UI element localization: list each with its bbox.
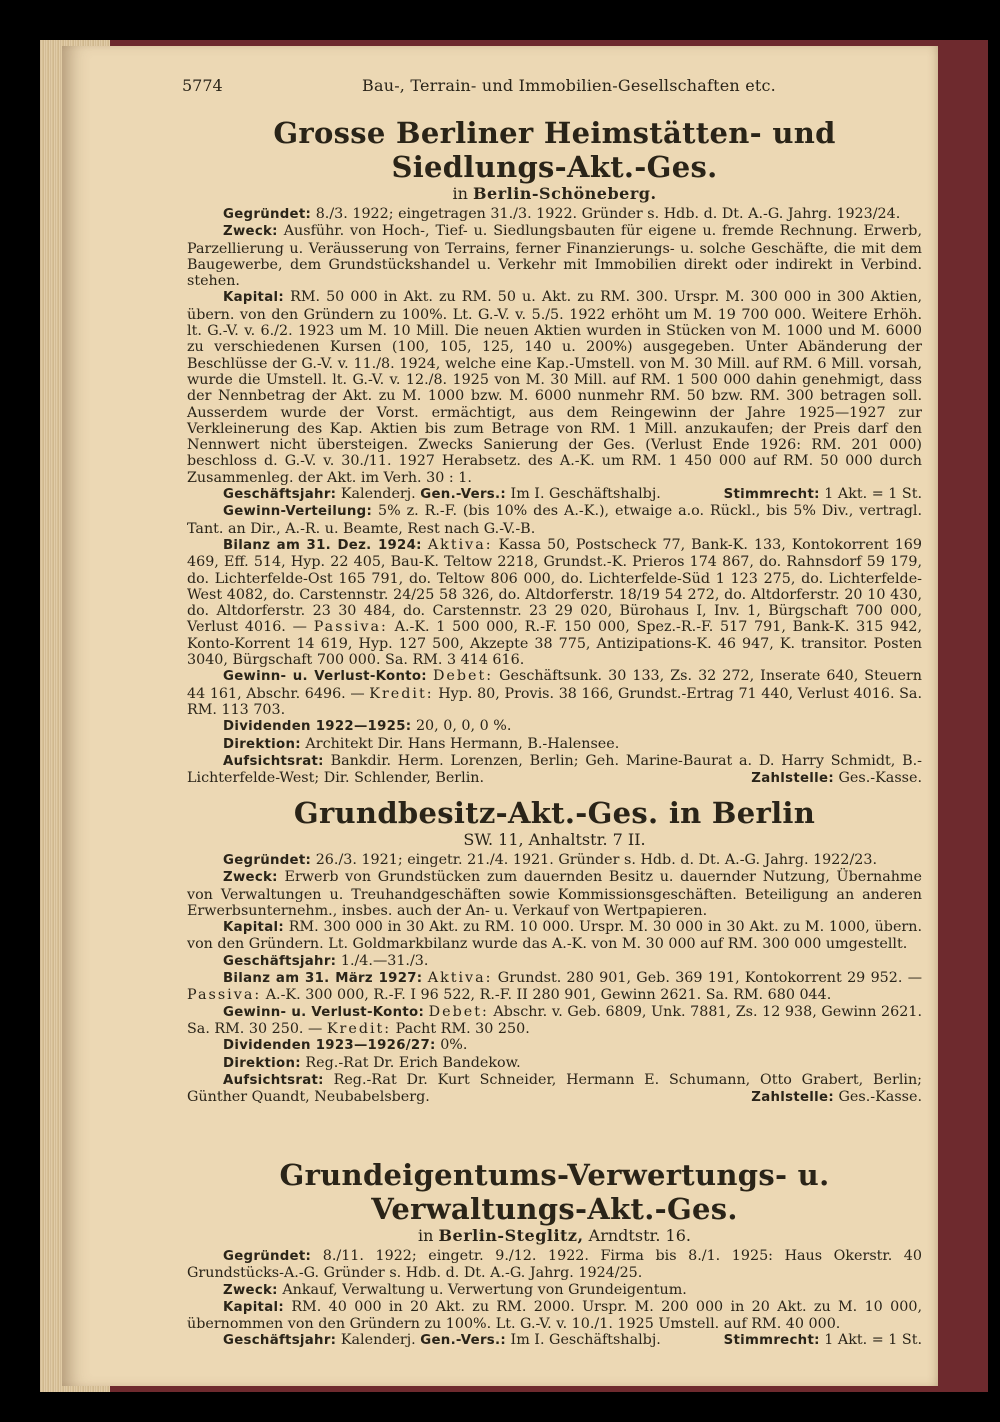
running-title: Bau-, Terrain- und Immobilien-Gesellschaften etc. bbox=[362, 76, 776, 95]
company-entry bbox=[187, 1158, 922, 1350]
company-title: Grundeigentums-Verwertungs- u. Verwaltungs-Akt.-Ges. bbox=[279, 1158, 830, 1226]
founded-label: Gegründet: bbox=[223, 207, 312, 222]
board-paragraph: Direktion: Architekt Dir. Hans Hermann, B.-Halensee. bbox=[223, 735, 620, 752]
page-number: 5774 bbox=[182, 76, 223, 95]
paying-agent: Zahlstelle: Ges.-Kasse. bbox=[751, 770, 922, 787]
paying-agent: Zahlstelle: Ges.-Kasse. bbox=[751, 1089, 922, 1106]
founded-paragraph: Gegründet: 26./3. 1921; eingetr. 21./4. 1921. Gründer s. Hdb. d. Dt. A.-G. Jahrg. 1922/23. bbox=[223, 852, 878, 868]
location-name: Berlin-Steglitz, bbox=[438, 1226, 584, 1245]
capital-paragraph: Kapital: RM. 40 000 in 20 Akt. zu RM. 2000. Urspr. M. 200 000 in 20 Akt. zu M. 10 000, übernommen von den Gründern zu 100%. Lt. G.-V. v. 10./1. 1925 Umstell. auf RM. 40 000. bbox=[187, 1298, 922, 1333]
book-page bbox=[62, 46, 938, 1386]
founded-paragraph: Gegründet: 8./3. 1922; eingetragen 31./3. 1922. Gründer s. Hdb. d. Dt. A.-G. Jahrg. 1923/24. bbox=[223, 206, 901, 222]
capital-label: Kapital: bbox=[223, 290, 284, 306]
page-header bbox=[182, 76, 898, 100]
company-title: Grundbesitz-Akt.-Ges. in Berlin bbox=[293, 796, 816, 830]
location-name: Berlin-Schöneberg. bbox=[472, 184, 657, 203]
purpose-paragraph: Zweck: Ausführ. von Hoch-, Tief- u. Siedlungsbauten für eigene u. fremde Rechnung. Erwerb, Parzellierung u. Veräusserung von Terrains, ferner Finanzierungs- u. solche Geschäfte, die mit dem Baugewerbe, dem Grundstückshandel u. Verkehr mit Immobilien direkt oder indirekt in Verbind. stehen. bbox=[187, 223, 922, 290]
company-location: in Berlin-Steglitz, Arndtstr. 16. bbox=[417, 1226, 691, 1245]
capital-paragraph: Kapital: RM. 300 000 in 30 Akt. zu RM. 10 000. Urspr. M. 30 000 in 30 Akt. zu M. 1000, übern. von den Gründern. Lt. Goldmarkbilanz wurde das A.-K. von M. 30 000 auf RM. 300 000 umgestellt. bbox=[187, 919, 922, 953]
founded-paragraph: Gegründet: 8./11. 1922; eingetr. 9./12. 1922. Firma bis 8./1. 1925: Haus Okerstr. 40 Grundstücks-A.-G. Gründer s. Hdb. d. Dt. A.-G. Jahrg. 1924/25. bbox=[187, 1248, 923, 1282]
voting-right: Stimmrecht: 1 Akt. = 1 St. bbox=[723, 486, 922, 503]
company-address: SW. 11, Anhaltstr. 7 II. bbox=[463, 830, 646, 849]
supervisory-board-paragraph: Aufsichtsrat: Bankdir. Herm. Lorenzen, Berlin; Geh. Marine-Baurat a. D. Harry Schmidt, B.-Lichterfelde-West; Dir. Schlender, Berlin. Zahlstelle: Ges.-Kasse. bbox=[187, 752, 923, 787]
board-paragraph: Direktion: Reg.-Rat Dr. Erich Bandekow. bbox=[223, 1054, 521, 1071]
capital-paragraph: Kapital: RM. 50 000 in Akt. zu RM. 50 u. Akt. zu RM. 300. Urspr. M. 300 000 in 300 Aktien, übern. von den Gründern zu 100%. Lt. G.-V. v. 5./5. 1922 erhöht um M. 19 700 000. Weitere Erhöh. lt. G.-V. v. 6./2. 1923 um M. 10 Mill. Die neuen Aktien wurden in Stücken von M. 1000 und M. 6000 zu verschiedenen Kursen (100, 105, 125, 140 u. 200%) ausgegeben. Unter Abänderung der Beschlüsse der G.-V. v. 11./8. 1924, welche eine Kap.-Umstell. von M. 30 Mill. auf RM. 6 Mill. vorsah, wurde die Umstell. lt. G.-V. v. 12./8. 1925 von M. 30 Mill. auf RM. 1 500 000 dahin genehmigt, dass der Nennbetrag der Akt. zu M. 1000 bzw. M. 6000 nunmehr RM. 50 bzw. RM. 300 betragen soll. Ausserdem wurde der Vorst. ermächtigt, aus dem Reingewinn der Jahre 1925—1927 zur Verkleinerung des Kap. Aktien bis zum Betrage von RM. 1 Mill. anzukaufen; der Preis darf den Nennwert nicht übersteigen. Zwecks Sanierung der Ges. (Verlust Ende 1926: RM. 201 000) beschloss d. G.-V. v. 30./11. 1927 Herabsetz. des A.-K. um RM. 1 450 000 auf RM. 50 000 durch Zusammenleg. der Akt. im Verh. 30 : 1. bbox=[187, 289, 923, 486]
company-title: Grosse Berliner Heimstätten- und Siedlungs-Akt.-Ges. bbox=[273, 116, 836, 184]
profit-distribution-paragraph: Gewinn-Verteilung: 5% z. R.-F. (bis 10% des A.-K.), etwaige a.o. Rückl., bis 5% Div., vertragl. Tant. an Dir., A.-R. u. Beamte, Rest nach G.-V.-B. bbox=[187, 503, 923, 537]
voting-right: Stimmrecht: 1 Akt. = 1 St. bbox=[723, 1332, 922, 1349]
balance-paragraph: Bilanz am 31. Dez. 1924: Aktiva: Kassa 50, Postscheck 77, Bank-K. 133, Kontokorrent 169 469, Eff. 514, Hyp. 22 405, Bau-K. Teltow 2218, Grundst.-K. Prieros 174 867, do. Rahnsdorf 59 179, do. Lichterfelde-Ost 165 791, do. Teltow 806 000, do. Lichterfelde-Süd 1 123 275, do. Lichterfelde-West 4082, do. Carstennstr. 24/25 58 326, do. Altdorferstr. 18/19 54 272, do. Altdorferstr. 20 10 430, do. Altdorferstr. 23 30 484, do. Carstennstr. 23 29 020, Bürohaus I, Inv. 1, Bürgschaft 700 000, Verlust 4016. — Passiva: A.-K. 1 500 000, R.-F. 150 000, Spez.-R.-F. 517 791, Bank-K. 315 942, Konto-Korrent 14 619, Hyp. 127 500, Akzepte 38 775, Antizipations-K. 46 947, K. transitor. Posten 3040, Bürgschaft 700 000. Sa. RM. 3 414 616. bbox=[187, 536, 923, 669]
company-entry bbox=[187, 116, 922, 787]
profit-loss-paragraph: Gewinn- u. Verlust-Konto: Debet: Geschäftsunk. 30 133, Zs. 32 272, Inserate 640, Steuern 44 161, Abschr. 6496. — Kredit: Hyp. 80, Provis. 38 166, Grundst.-Ertrag 71 440, Verlust 4016. Sa. RM. 113 703. bbox=[187, 668, 923, 718]
profit-loss-paragraph: Gewinn- u. Verlust-Konto: Debet: Abschr. v. Geb. 6809, Unk. 7881, Zs. 12 938, Gewinn 2621. Sa. RM. 30 250. — Kredit: Pacht RM. 30 250. bbox=[187, 1003, 922, 1037]
dividends-paragraph: Dividenden 1922—1925: 20, 0, 0, 0 %. bbox=[223, 718, 512, 735]
supervisory-board-paragraph: Aufsichtsrat: Reg.-Rat Dr. Kurt Schneider, Hermann E. Schumann, Otto Grabert, Berlin; Günther Quandt, Neubabelsberg. Zahlstelle: Ges.-Kasse. bbox=[187, 1071, 922, 1106]
fiscal-year-paragraph: Geschäftsjahr: Kalenderj. Gen.-Vers.: Im I. Geschäftshalbj. Stimmrecht: 1 Akt. = 1 St. bbox=[223, 1332, 922, 1349]
purpose-paragraph: Zweck: Erwerb von Grundstücken zum dauernden Besitz u. dauernder Nutzung, Übernahme von Verwaltungen u. Treuhandgeschäften sowie Kommissionsgeschäften. Beteiligung an anderen Erwerbsunternehm., insbes. auch der An- u. Verkauf von Wertpapieren. bbox=[187, 869, 922, 919]
purpose-paragraph: Zweck: Ankauf, Verwaltung u. Verwertung von Grundeigentum. bbox=[223, 1281, 687, 1298]
fiscal-year-paragraph: Geschäftsjahr: Kalenderj. Gen.-Vers.: Im I. Geschäftshalbj. Stimmrecht: 1 Akt. = 1 St. bbox=[223, 486, 922, 503]
dividends-paragraph: Dividenden 1923—1926/27: 0%. bbox=[223, 1037, 468, 1054]
company-location: in Berlin-Schöneberg. bbox=[452, 184, 657, 203]
balance-paragraph: Bilanz am 31. März 1927: Aktiva: Grundst. 280 901, Geb. 369 191, Kontokorrent 29 952. — Passiva: A.-K. 300 000, R.-F. I 96 522, R.-F. II 280 901, Gewinn 2621. Sa. RM. 680 044. bbox=[187, 970, 923, 1004]
fiscal-year-paragraph: Geschäftsjahr: 1./4.—31./3. bbox=[223, 952, 429, 969]
purpose-label: Zweck: bbox=[223, 224, 278, 240]
company-entry bbox=[187, 796, 922, 1106]
